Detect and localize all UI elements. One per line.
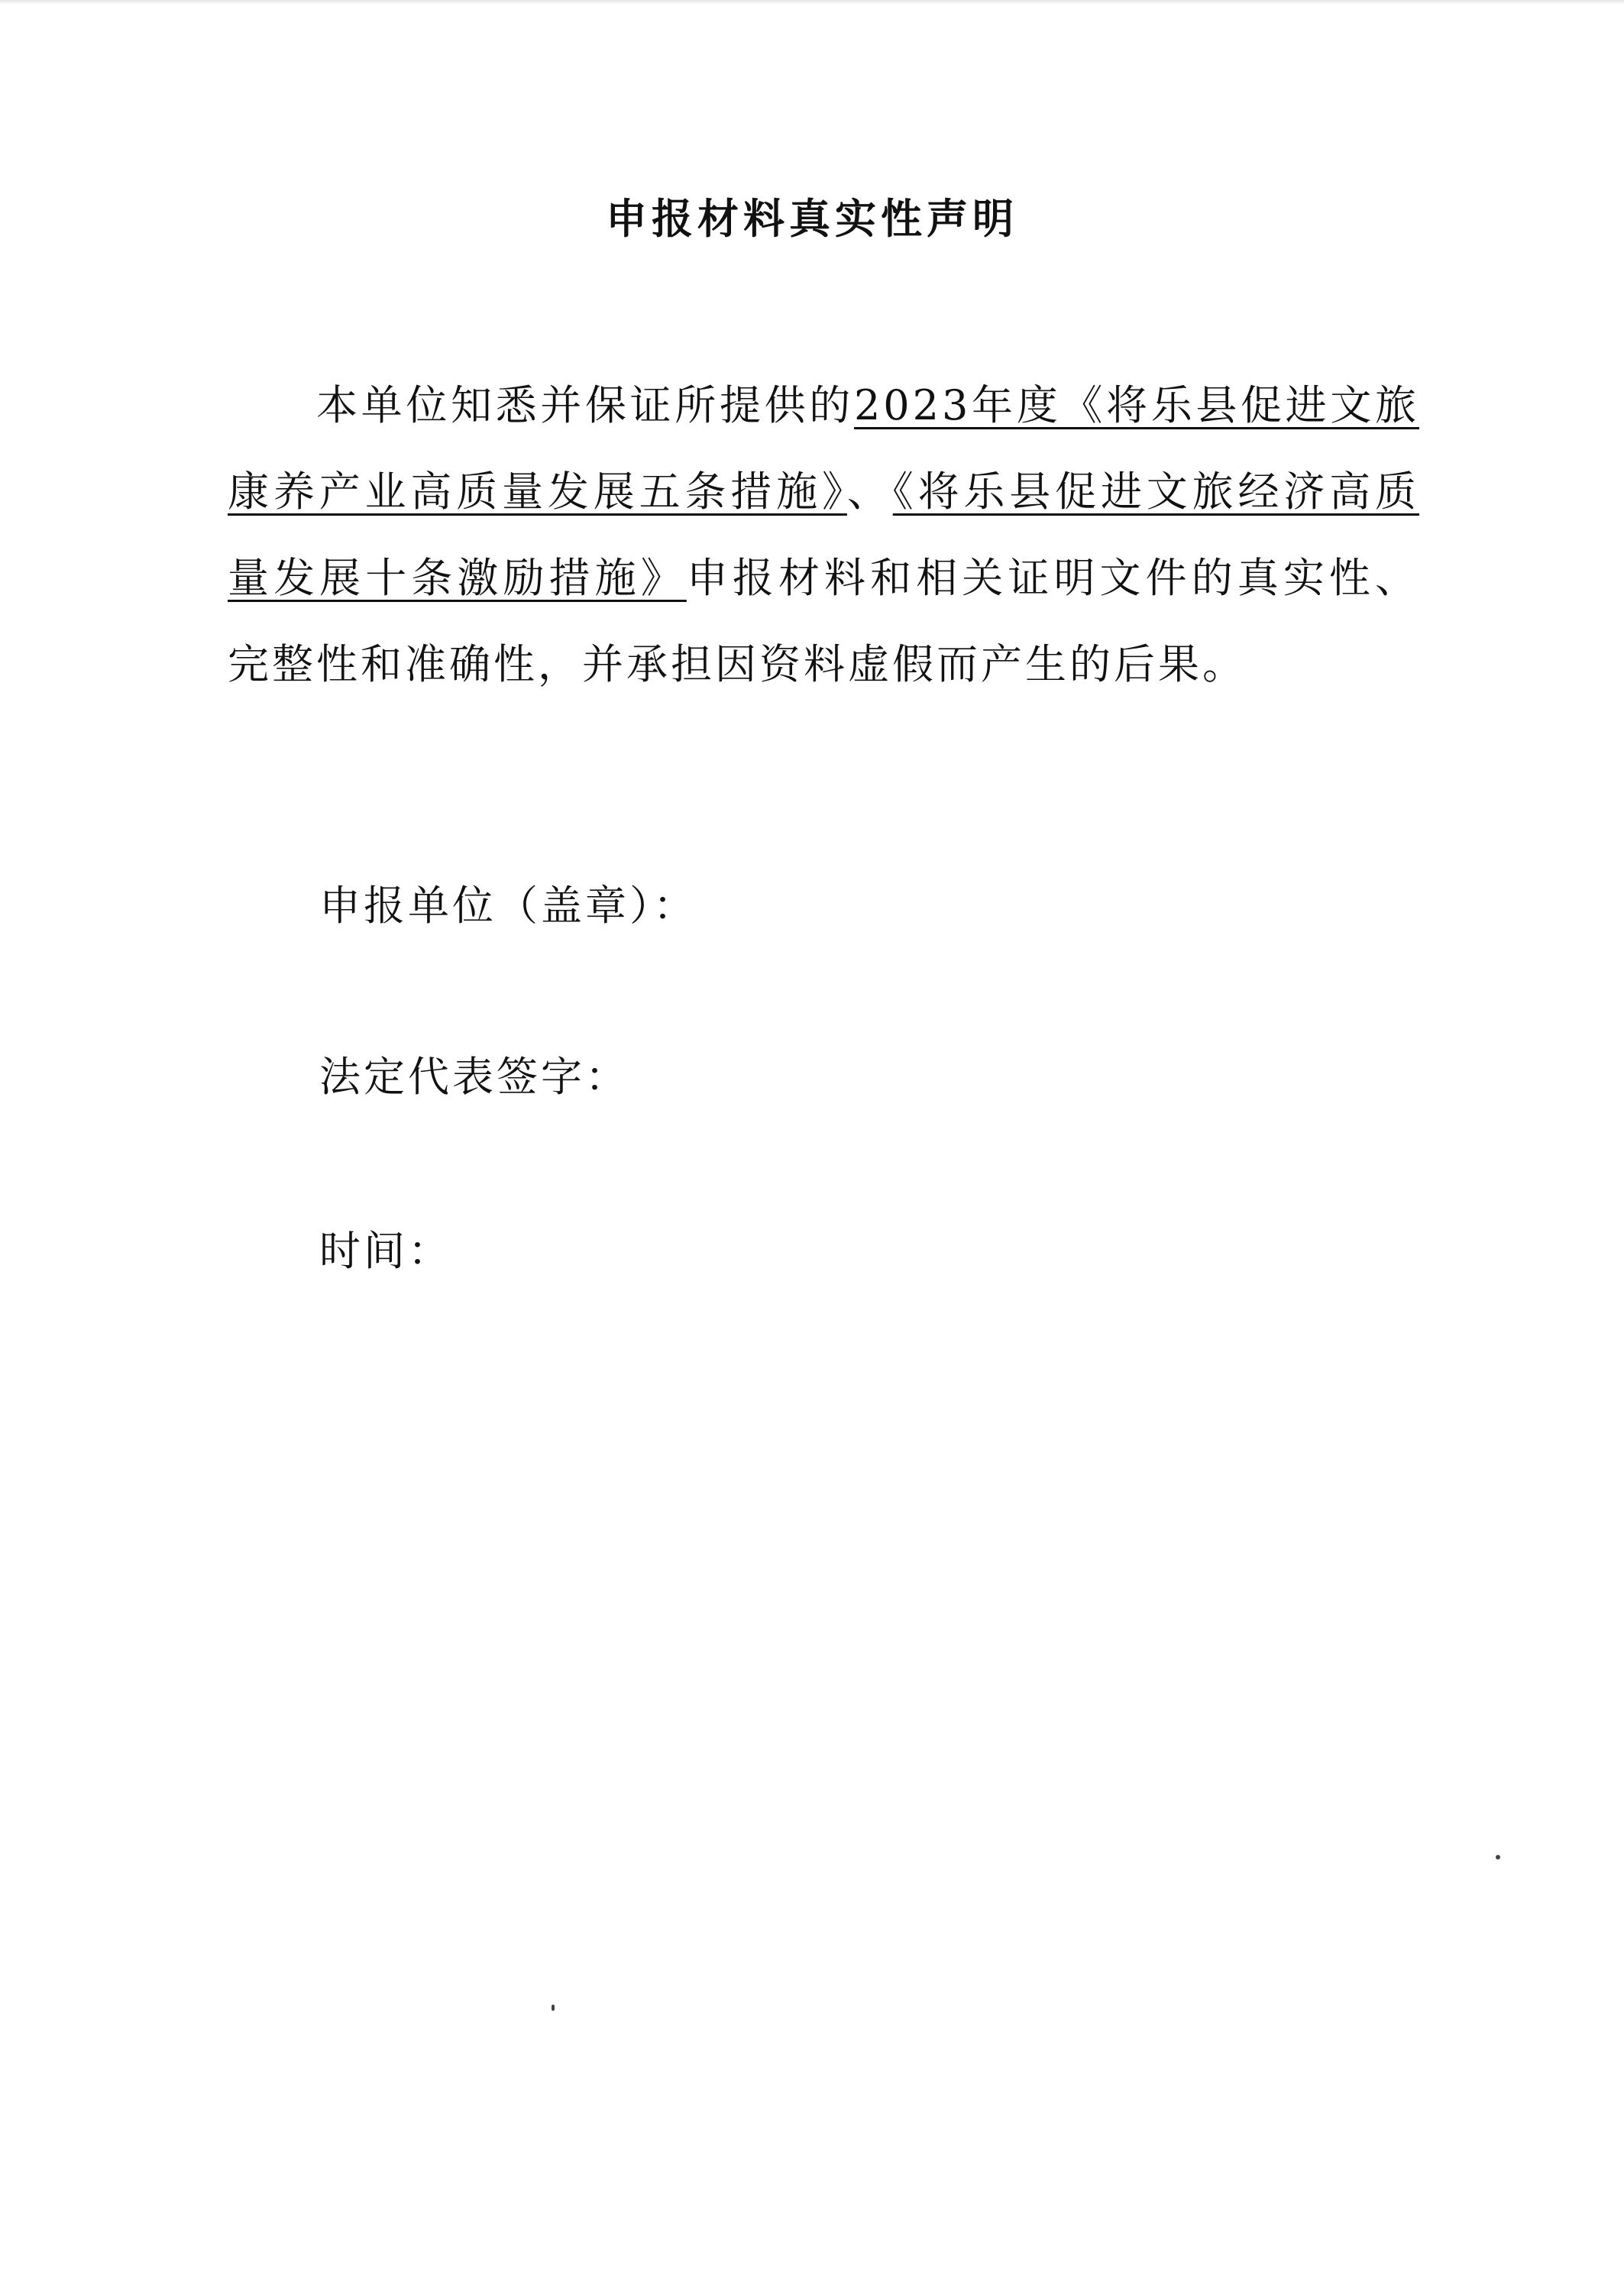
legal-representative-field: 法定代表签字： [319, 1053, 629, 1101]
scan-speck [1496, 1855, 1500, 1859]
policy-title-2: 《将乐县促进文旅经济高质量发展十条激励措施》 [228, 468, 1420, 602]
declaration-paragraph [228, 362, 1419, 707]
paragraph-lead: 本单位知悉并保证所提供的 [316, 381, 854, 429]
paragraph-separator: 、 [846, 468, 893, 516]
date-field: 时间： [319, 1227, 452, 1275]
scan-edge [0, 0, 1624, 5]
paragraph-tail: 申报材料和相关证明文件的真实性、完整性和准确性，并承担因资料虚假而产生的后果。 [228, 554, 1420, 688]
applicant-unit-field: 申报单位（盖章）： [319, 882, 697, 930]
policy-title-1: 2023年度《将乐县促进文旅康养产业高质量发展五条措施》 [228, 381, 1419, 516]
document-title: 申报材料真实性声明 [606, 194, 1018, 243]
scan-speck [552, 2005, 555, 2011]
